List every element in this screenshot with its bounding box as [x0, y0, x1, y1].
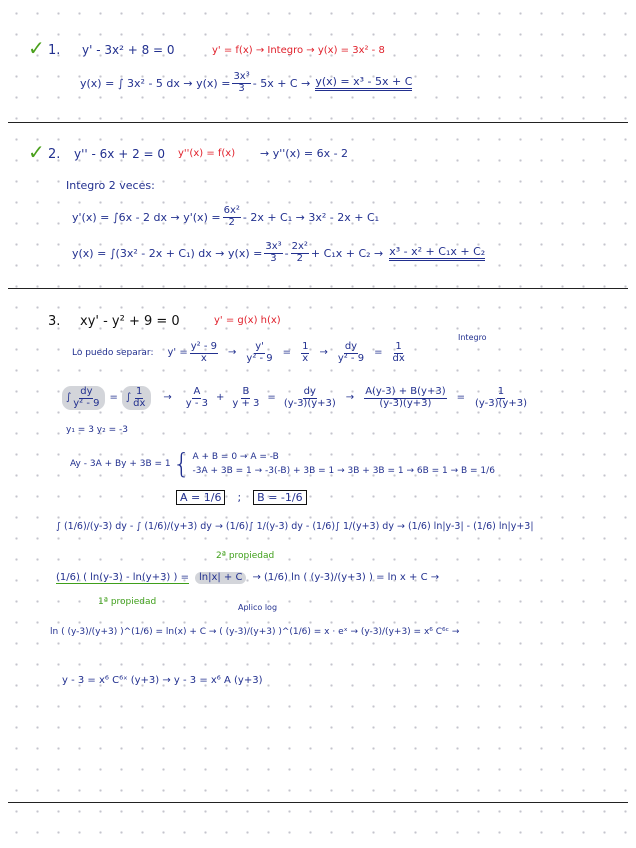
numerator: 3x³ — [233, 71, 250, 82]
numerator: 6x² — [223, 205, 240, 216]
boxed-results — [176, 490, 307, 505]
numerator: A(y-3) + B(y+3) — [365, 386, 446, 397]
numerator: 1 — [497, 386, 505, 397]
equals-sign: = — [282, 347, 292, 358]
numerator: 1 — [136, 386, 143, 397]
problem-2-number: 2. — [48, 147, 61, 162]
problem-2-line-2-tail: + C₁x + C₂ → — [310, 246, 384, 260]
problem-1-note: y' = f(x) → Integro → y(x) = 3x² - 8 — [212, 45, 385, 56]
system-row-2: -3A + 3B = 1 → -3(-B) + 3B = 1 → 3B + 3B = 1 → 6B = 1 → B = 1/6 — [192, 465, 495, 476]
fraction — [73, 387, 99, 409]
numerator: dy — [80, 386, 93, 397]
system-rows — [192, 453, 494, 476]
problem-3-note: y' = g(x) h(x) — [214, 315, 281, 326]
numerator: A — [193, 386, 201, 397]
roots: y₁ = 3 y₂ = -3 — [66, 425, 128, 435]
final-line: y - 3 = x⁶ C⁶ˣ (y+3) → y - 3 = x⁶ A (y+3) — [62, 675, 263, 686]
problem-2-line-2-text: y(x) = ∫(3x² - 2x + C₁) dx → y(x) = — [72, 246, 263, 260]
problem-2-note: y''(x) = f(x) — [178, 148, 236, 159]
problem-2-line-1 — [72, 206, 379, 228]
denominator: 3 — [270, 252, 277, 264]
aplico-log-note: Aplico log — [238, 603, 278, 612]
check-icon: ✓ — [28, 36, 45, 60]
system-of-equations: Ay - 3A + By + 3B = 1 { A + B = 0 → A = -B -3A + 3B = 1 → -3(-B) + 3B = 1 → 3B + 3B = 1 → 6B = 1 → B = 1/6 — [70, 447, 495, 480]
numerator: dy — [303, 386, 316, 397]
problem-1-result: y(x) = x³ - 5x + C — [315, 76, 412, 91]
separation-line: Lo puedo separar: y' = $\frac{\text{y² - 9}}{x}$ → $\frac{y'}{\text{y² - 9}}$ = $\frac{1}{x}$ → $\frac{dy}{\text{y² - 9}}$ = $\frac{1}{dx}$ — [72, 341, 405, 364]
denominator: 3 — [238, 82, 245, 94]
fraction — [475, 387, 527, 409]
numerator: 1 — [395, 341, 402, 352]
denominator: dx — [133, 397, 146, 409]
fraction — [232, 72, 250, 94]
fraction — [364, 387, 446, 409]
fraction — [133, 387, 145, 409]
box-separator: ; — [237, 491, 242, 504]
highlighted-integral: ∫ $\frac{1}{dx}$ — [122, 386, 151, 410]
numerator: B — [242, 386, 250, 397]
problem-2-result: x³ - x² + C₁x + C₂ — [389, 246, 485, 261]
check-icon: ✓ — [28, 140, 45, 164]
first-property-label: 1ª propiedad — [98, 597, 157, 607]
numerator: y² - 9 — [190, 341, 218, 352]
fraction — [291, 242, 309, 264]
fraction — [284, 387, 336, 409]
separate-label: Lo puedo separar: — [72, 347, 154, 358]
second-property-label: 2ª propiedad — [216, 551, 275, 561]
denominator: (y-3)(y+3) — [379, 397, 432, 409]
separation-lhs: y' = — [167, 347, 188, 358]
system-lhs: Ay - 3A + By + 3B = 1 — [70, 458, 171, 469]
fraction — [232, 387, 259, 409]
problem-2-line-1-tail: - 2x + C₁ → 3x² - 2x + C₁ — [242, 210, 380, 224]
denominator: y² - 9 — [246, 352, 273, 364]
divider — [8, 802, 628, 803]
denominator: y - 3 — [185, 397, 208, 409]
integration-line: ∫ (1/6)/(y-3) dy - ∫ (1/6)/(y+3) dy → (1/6)∫ 1/(y-3) dy - (1/6)∫ 1/(y+3) dy → (1/6) ln|y-3| - (1/6) ln|y+3| — [56, 521, 534, 532]
fraction — [186, 387, 208, 409]
fraction — [301, 342, 309, 364]
log-line — [56, 572, 439, 584]
problem-1-step-tail: - 5x + C → — [252, 76, 311, 90]
fraction — [190, 342, 218, 364]
denominator: (y-3)(y+3) — [283, 397, 336, 409]
integro-note: Integro — [458, 333, 487, 342]
problem-2-line-1-text: y'(x) = ∫6x - 2 dx → y'(x) = — [72, 210, 221, 224]
fraction — [223, 206, 241, 228]
minus-sign: - — [284, 246, 289, 260]
denominator: 2 — [228, 216, 235, 228]
problem-2-equation: y'' - 6x + 2 = 0 — [74, 147, 166, 161]
denominator: x — [200, 352, 207, 364]
fraction — [338, 342, 364, 364]
log-left: (1/6) ( ln(y-3) - ln(y+3) ) = — [56, 571, 189, 583]
divider — [8, 122, 628, 123]
numerator: y' — [255, 341, 264, 352]
highlighted-integral: ∫ $\frac{dy}{\text{y² - 9}}$ — [62, 386, 105, 410]
problem-1-number: 1. — [48, 43, 61, 58]
fraction — [264, 242, 282, 264]
fraction — [392, 342, 404, 364]
log-right: → (1/6) ln ( (y-3)/(y+3) ) = ln x + C → — [252, 572, 440, 583]
numerator: 2x² — [291, 241, 308, 252]
highlighted-log: ln|x| + C — [195, 572, 247, 584]
problem-3-number: 3. — [48, 314, 61, 329]
problem-3-equation: xy' - y² + 9 = 0 — [80, 314, 180, 329]
numerator: 3x³ — [265, 241, 282, 252]
denominator: y² - 9 — [337, 352, 365, 364]
exponential-line: ln ( (y-3)/(y+3) )^(1/6) = ln(x) + C → ( (y-3)/(y+3) )^(1/6) = x · eˣ → (y-3)/(y+3) = x⁶ C⁶ᶜ → — [50, 627, 460, 637]
denominator: y² - 9 — [73, 397, 100, 409]
divider — [8, 288, 628, 289]
partial-fractions-line: ∫ $\frac{dy}{\text{y² - 9}}$ = ∫ $\frac{1}{dx}$ → $\frac{A}{y - 3}$ + $\frac{B}{y + 3}$ = $\frac{dy}{(y-3)(y+3)}$ → $\frac{A(y-3) + B(y+3)}{(y-3)(y+3)}$ = $\frac{1}{(y-3)(y+3)}$ — [62, 386, 529, 410]
problem-1-equation: y' - 3x² + 8 = 0 — [82, 43, 175, 57]
box-b: B = -1/6 — [253, 490, 306, 505]
numerator: dy — [344, 341, 358, 352]
numerator: 1 — [302, 341, 309, 352]
denominator: x — [302, 352, 309, 364]
problem-2-intro: Integro 2 veces: — [66, 179, 155, 192]
denominator: y + 3 — [232, 397, 260, 409]
problem-1-step: y(x) = ∫ 3x² - 5 dx → y(x) = — [80, 76, 231, 90]
denominator: (y-3)(y+3) — [475, 397, 527, 409]
system-row-1: A + B = 0 → A = -B — [192, 451, 279, 462]
denominator: 2 — [296, 252, 303, 264]
problem-1-solution — [80, 72, 412, 94]
box-a: A = 1/6 — [176, 490, 225, 505]
problem-2-note-continued: → y''(x) = 6x - 2 — [260, 147, 349, 160]
denominator: dx — [392, 352, 405, 364]
problem-2-line-2 — [72, 242, 485, 264]
fraction — [246, 342, 272, 364]
